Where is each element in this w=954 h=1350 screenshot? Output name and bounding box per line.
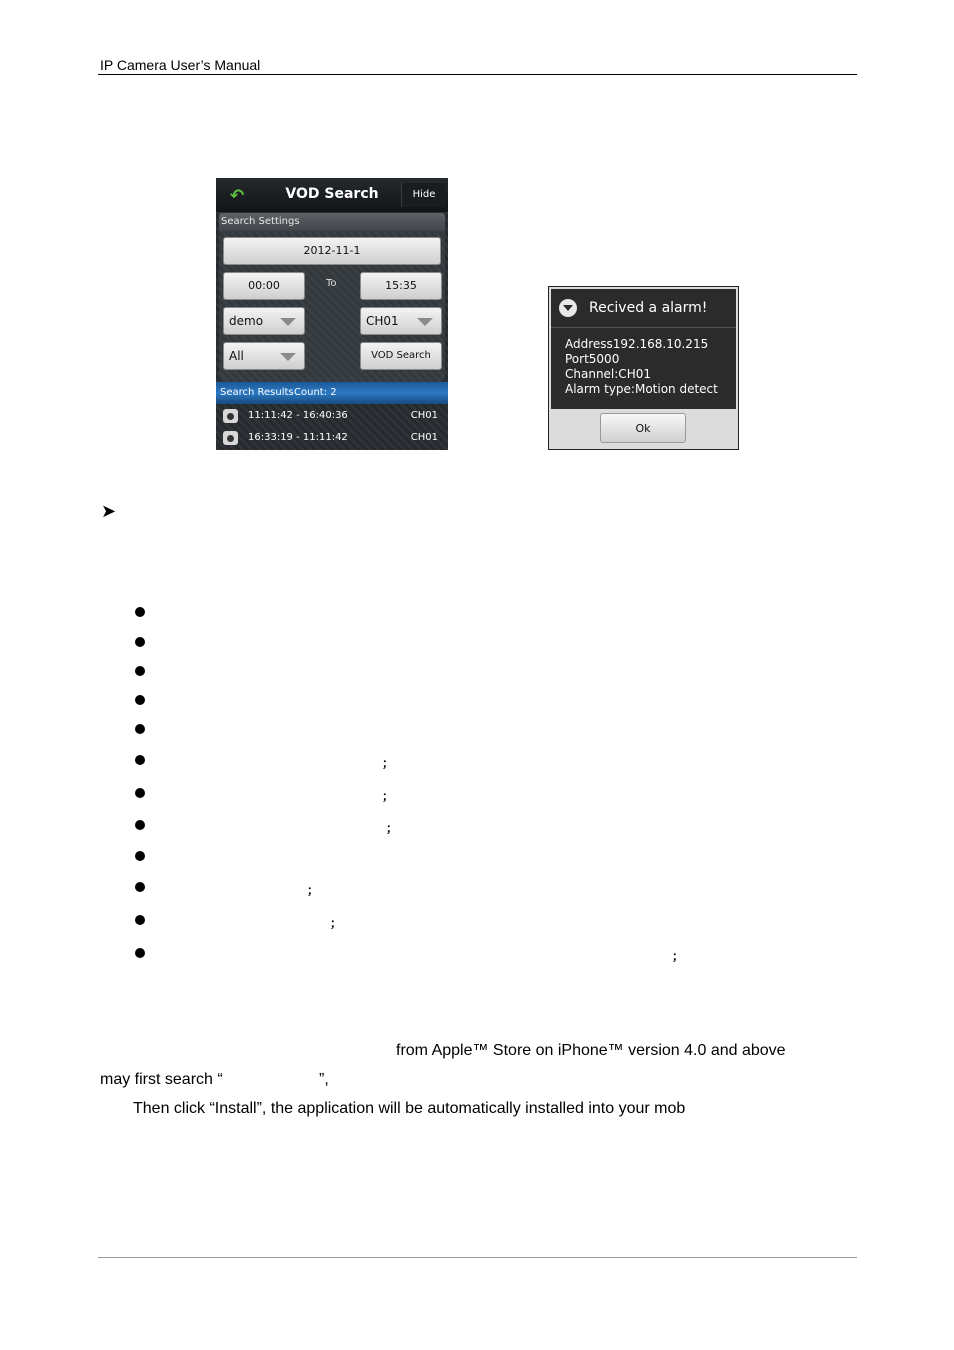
result-channel: CH01 [410, 432, 438, 443]
page-header-title: IP Camera User’s Manual [100, 57, 261, 73]
channel-select-value: CH01 [366, 314, 399, 328]
alarm-channel: Channel:CH01 [565, 367, 651, 381]
to-label: To [326, 278, 337, 289]
camera-icon [223, 431, 238, 445]
vod-search-button[interactable]: VOD Search [360, 342, 442, 370]
vod-title: VOD Search [285, 186, 379, 202]
search-settings-panel [219, 231, 445, 383]
date-button[interactable]: 2012-11-1 [223, 237, 441, 265]
bullet-icon [135, 851, 145, 861]
results-count: Count: 2 [294, 387, 337, 398]
search-results-bar [216, 382, 448, 404]
body-text-line: Then click “Install”, the application will be automatically installed into your mob [133, 1100, 686, 1117]
semicolon: ； [386, 821, 399, 835]
alarm-dialog-screenshot [548, 286, 739, 450]
bullet-icon [135, 695, 145, 705]
alarm-port: Port5000 [565, 352, 620, 366]
channel-select[interactable] [360, 307, 442, 335]
bullet-icon [135, 607, 145, 617]
alarm-dialog-body [551, 289, 736, 409]
footer-rule [98, 1257, 857, 1258]
bullet-icon [135, 637, 145, 647]
result-channel: CH01 [410, 410, 438, 421]
body-text-line: from Apple™ Store on iPhone™ version 4.0 and above [396, 1042, 786, 1059]
camera-icon [223, 409, 238, 423]
back-icon[interactable]: ↶ [230, 186, 245, 206]
time-to-button[interactable]: 15:35 [360, 272, 442, 300]
result-time: 16:33:19 - 11:11:42 [248, 432, 348, 443]
type-select-value: All [229, 349, 244, 363]
alarm-icon [559, 299, 577, 317]
device-select-value: demo [229, 314, 264, 328]
header-rule [98, 74, 857, 75]
semicolon: ； [307, 883, 320, 897]
result-row[interactable] [216, 405, 448, 427]
semicolon: ； [382, 789, 395, 803]
alarm-title: Recived a alarm! [589, 300, 708, 316]
result-row[interactable] [216, 427, 448, 449]
ok-button[interactable]: Ok [600, 413, 686, 443]
dropdown-arrow-icon [280, 318, 296, 326]
body-text-line: may first search “ [100, 1071, 223, 1088]
type-select[interactable] [223, 342, 305, 370]
semicolon: ； [330, 916, 343, 930]
search-results-label: Search Results [220, 387, 294, 398]
alarm-dialog-header [551, 289, 736, 328]
bullet-icon [135, 948, 145, 958]
search-settings-label: Search Settings [219, 213, 445, 231]
dropdown-arrow-icon [417, 318, 433, 326]
bullet-icon [135, 755, 145, 765]
bullet-icon [135, 788, 145, 798]
bullet-icon [135, 915, 145, 925]
bullet-icon [135, 666, 145, 676]
semicolon: ； [382, 756, 395, 770]
alarm-type: Alarm type:Motion detect [565, 382, 718, 396]
result-time: 11:11:42 - 16:40:36 [248, 410, 348, 421]
vod-title-bar [216, 178, 448, 212]
semicolon: ； [672, 949, 685, 963]
hide-button[interactable]: Hide [401, 183, 446, 207]
time-from-button[interactable]: 00:00 [223, 272, 305, 300]
device-select[interactable] [223, 307, 305, 335]
bullet-icon [135, 820, 145, 830]
alarm-address: Address192.168.10.215 [565, 337, 709, 351]
body-text-line: ”, [319, 1071, 329, 1088]
dropdown-arrow-icon [280, 353, 296, 361]
arrow-bullet-icon: ➤ [101, 501, 117, 521]
bullet-icon [135, 724, 145, 734]
vod-search-screenshot [216, 178, 448, 450]
bullet-icon [135, 882, 145, 892]
